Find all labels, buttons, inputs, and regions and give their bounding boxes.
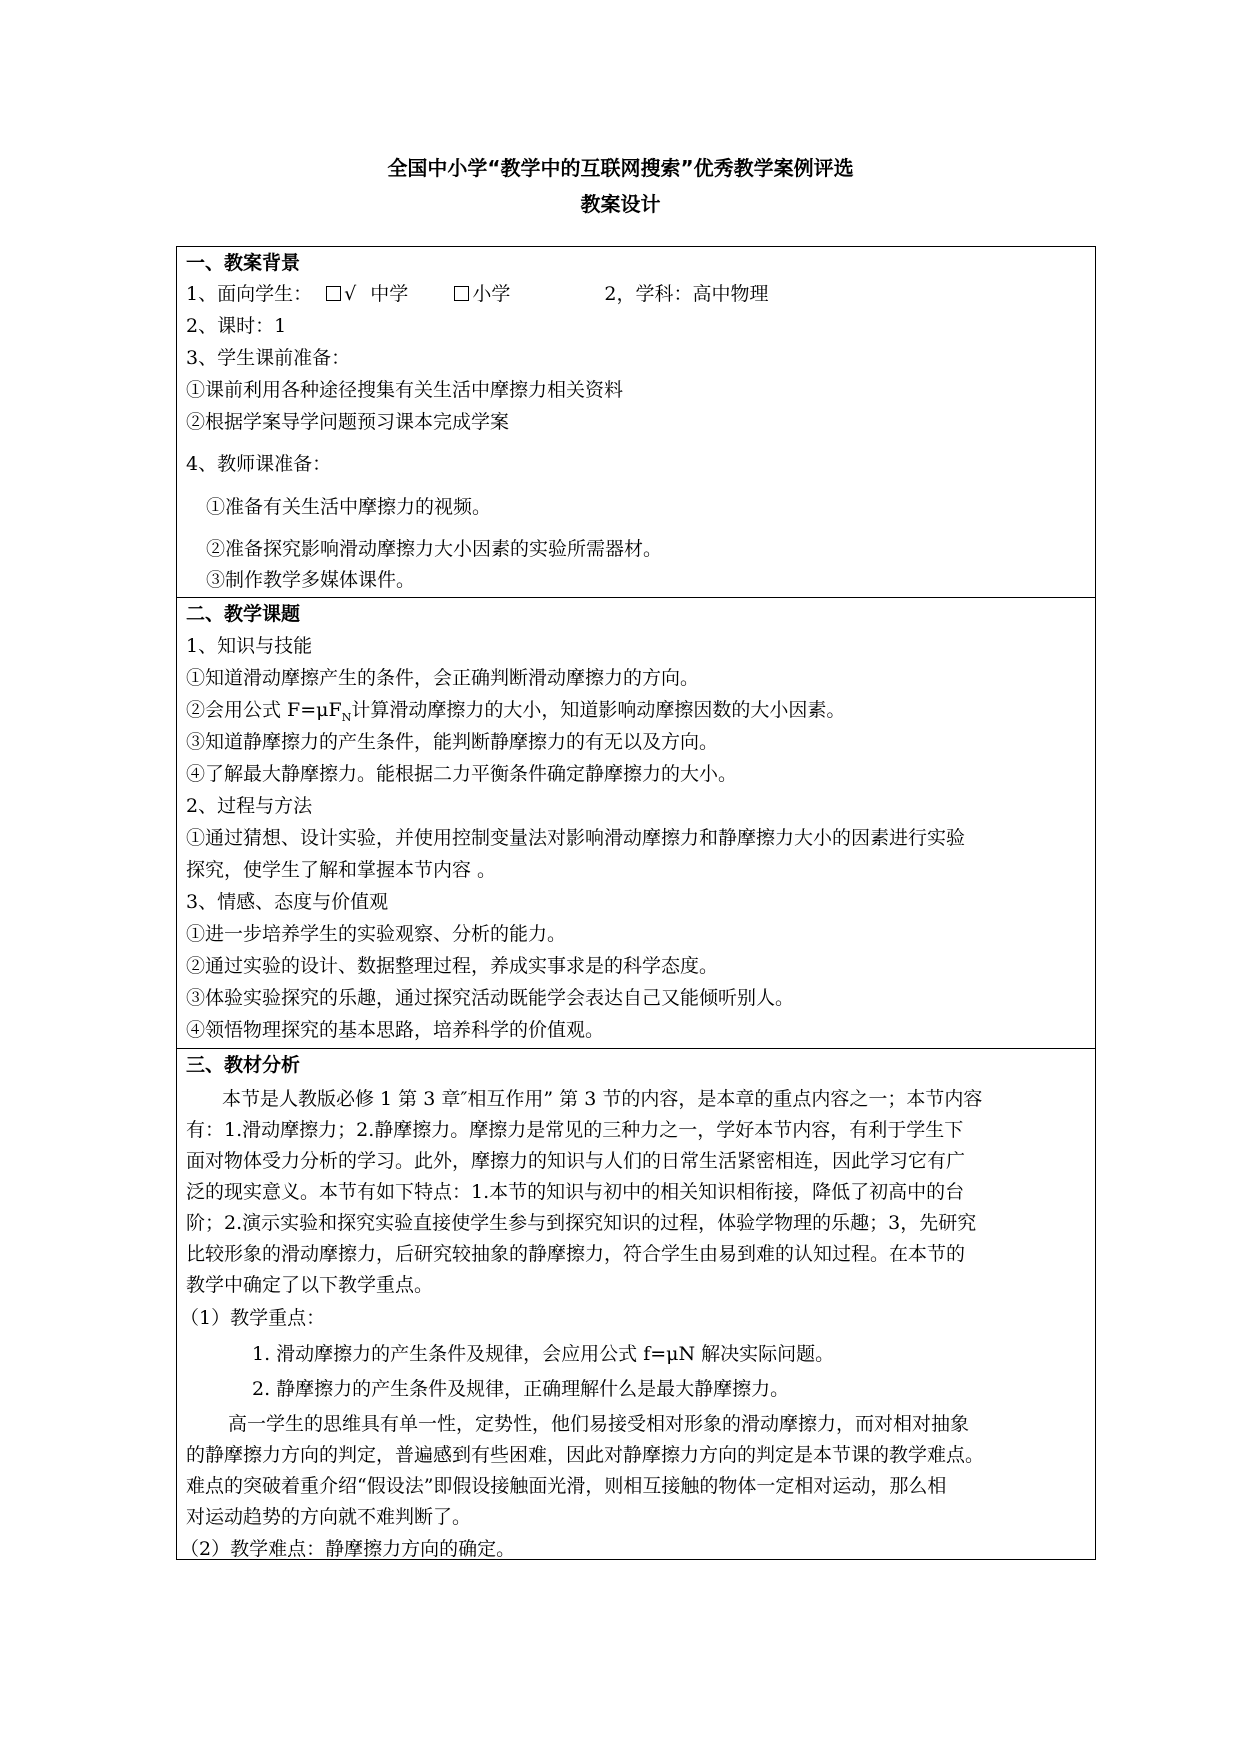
key-point-item: 1. 滑动摩擦力的产生条件及规律，会应用公式 f=μN 解决实际问题。 bbox=[252, 1343, 835, 1365]
analysis-line: 阶；2.演示实验和探究实验直接使学生参与到探究知识的过程，体验学物理的乐趣；3，先研究 bbox=[186, 1212, 977, 1234]
knowledge-title: 1、知识与技能 bbox=[186, 635, 313, 657]
emotion-title: 3、情感、态度与价值观 bbox=[186, 891, 389, 913]
analysis-line: 难点的突破着重介绍“假设法”即假设接触面光滑，则相互接触的物体一定相对运动，那么相 bbox=[186, 1475, 947, 1497]
teacher-prep-item: ①准备有关生活中摩擦力的视频。 bbox=[206, 496, 492, 518]
students-row bbox=[186, 282, 769, 306]
teacher-prep-title: 4、教师课准备： bbox=[186, 453, 332, 475]
analysis-line: 对运动趋势的方向就不难判断了。 bbox=[186, 1506, 472, 1528]
option-primary-label: 小学 bbox=[472, 283, 511, 305]
analysis-line: 比较形象的滑动摩擦力，后研究较抽象的静摩擦力，符合学生由易到难的认知过程。在本节的 bbox=[186, 1243, 966, 1265]
process-item-cont: 探究，使学生了解和掌握本节内容 。 bbox=[186, 859, 497, 881]
student-prep-item: ②根据学案导学问题预习课本完成学案 bbox=[186, 411, 510, 433]
emotion-item: ①进一步培养学生的实验观察、分析的能力。 bbox=[186, 923, 567, 945]
section2-heading: 二、教学课题 bbox=[186, 603, 301, 625]
formula-text: ②会用公式 F=μF bbox=[186, 699, 342, 721]
check-mark-icon: √ bbox=[344, 283, 357, 305]
knowledge-item: ④了解最大静摩擦力。能根据二力平衡条件确定静摩擦力的大小。 bbox=[186, 763, 738, 785]
students-label: 1、面向学生： bbox=[186, 283, 313, 305]
analysis-line: 的静摩擦力方向的判定，普遍感到有些困难，因此对静摩擦力方向的判定是本节课的教学难点。 bbox=[186, 1444, 985, 1466]
analysis-line: 本节是人教版必修 1 第 3 章″相互作用” 第 3 节的内容，是本章的重点内容之一；本节内容 bbox=[222, 1088, 983, 1110]
analysis-line: 泛的现实意义。本节有如下特点：1.本节的知识与初中的相关知识相衔接，降低了初高中的台 bbox=[186, 1181, 965, 1203]
knowledge-item: ③知道静摩擦力的产生条件，能判断静摩擦力的有无以及方向。 bbox=[186, 731, 719, 753]
option-middle-label: 中学 bbox=[370, 283, 409, 305]
knowledge-item: ①知道滑动摩擦产生的条件，会正确判断滑动摩擦力的方向。 bbox=[186, 667, 700, 689]
knowledge-item bbox=[186, 698, 845, 730]
emotion-item: ③体验实验探究的乐趣，通过探究活动既能学会表达自己又能倾听别人。 bbox=[186, 987, 795, 1009]
analysis-line: 教学中确定了以下教学重点。 bbox=[186, 1274, 434, 1296]
process-title: 2、过程与方法 bbox=[186, 795, 313, 817]
analysis-line: 有：1.滑动摩擦力；2.静摩擦力。摩擦力是常见的三种力之一，学好本节内容，有利于学生下 bbox=[186, 1119, 964, 1141]
document-title: 全国中小学“教学中的互联网搜索”优秀教学案例评选 bbox=[387, 156, 854, 180]
subject-label: 2，学科：高中物理 bbox=[604, 283, 769, 305]
student-prep-title: 3、学生课前准备： bbox=[186, 347, 351, 369]
emotion-item: ②通过实验的设计、数据整理过程，养成实事求是的科学态度。 bbox=[186, 955, 719, 977]
formula-subscript: N bbox=[341, 710, 352, 724]
emotion-item: ④领悟物理探究的基本思路，培养科学的价值观。 bbox=[186, 1019, 605, 1041]
section1-heading: 一、教案背景 bbox=[186, 252, 301, 274]
knowledge-text: 计算滑动摩擦力的大小，知道影响动摩擦因数的大小因素。 bbox=[351, 699, 846, 721]
teacher-prep-item: ②准备探究影响滑动摩擦力大小因素的实验所需器材。 bbox=[206, 538, 663, 560]
middle-school-checkbox[interactable] bbox=[326, 286, 341, 301]
difficulty-line: （2）教学难点：静摩擦力方向的确定。 bbox=[180, 1538, 516, 1560]
analysis-line: 高一学生的思维具有单一性，定势性，他们易接受相对形象的滑动摩擦力，而对相对抽象 bbox=[228, 1413, 970, 1435]
student-prep-item: ①课前利用各种途径搜集有关生活中摩擦力相关资料 bbox=[186, 379, 624, 401]
process-item: ①通过猜想、设计实验，并使用控制变量法对影响滑动摩擦力和静摩擦力大小的因素进行实验 bbox=[186, 827, 966, 849]
section-topic-box bbox=[176, 597, 1096, 1049]
section3-heading: 三、教材分析 bbox=[186, 1054, 301, 1076]
primary-school-checkbox[interactable] bbox=[454, 286, 469, 301]
analysis-line: 面对物体受力分析的学习。此外，摩擦力的知识与人们的日常生活紧密相连，因此学习它有广 bbox=[186, 1150, 966, 1172]
key-points-title: （1）教学重点： bbox=[180, 1307, 326, 1329]
teacher-prep-item: ③制作教学多媒体课件。 bbox=[206, 569, 416, 591]
key-point-item: 2. 静摩擦力的产生条件及规律，正确理解什么是最大静摩擦力。 bbox=[252, 1378, 790, 1400]
document-subtitle: 教案设计 bbox=[580, 192, 661, 216]
hours-line: 2、课时：1 bbox=[186, 315, 287, 337]
